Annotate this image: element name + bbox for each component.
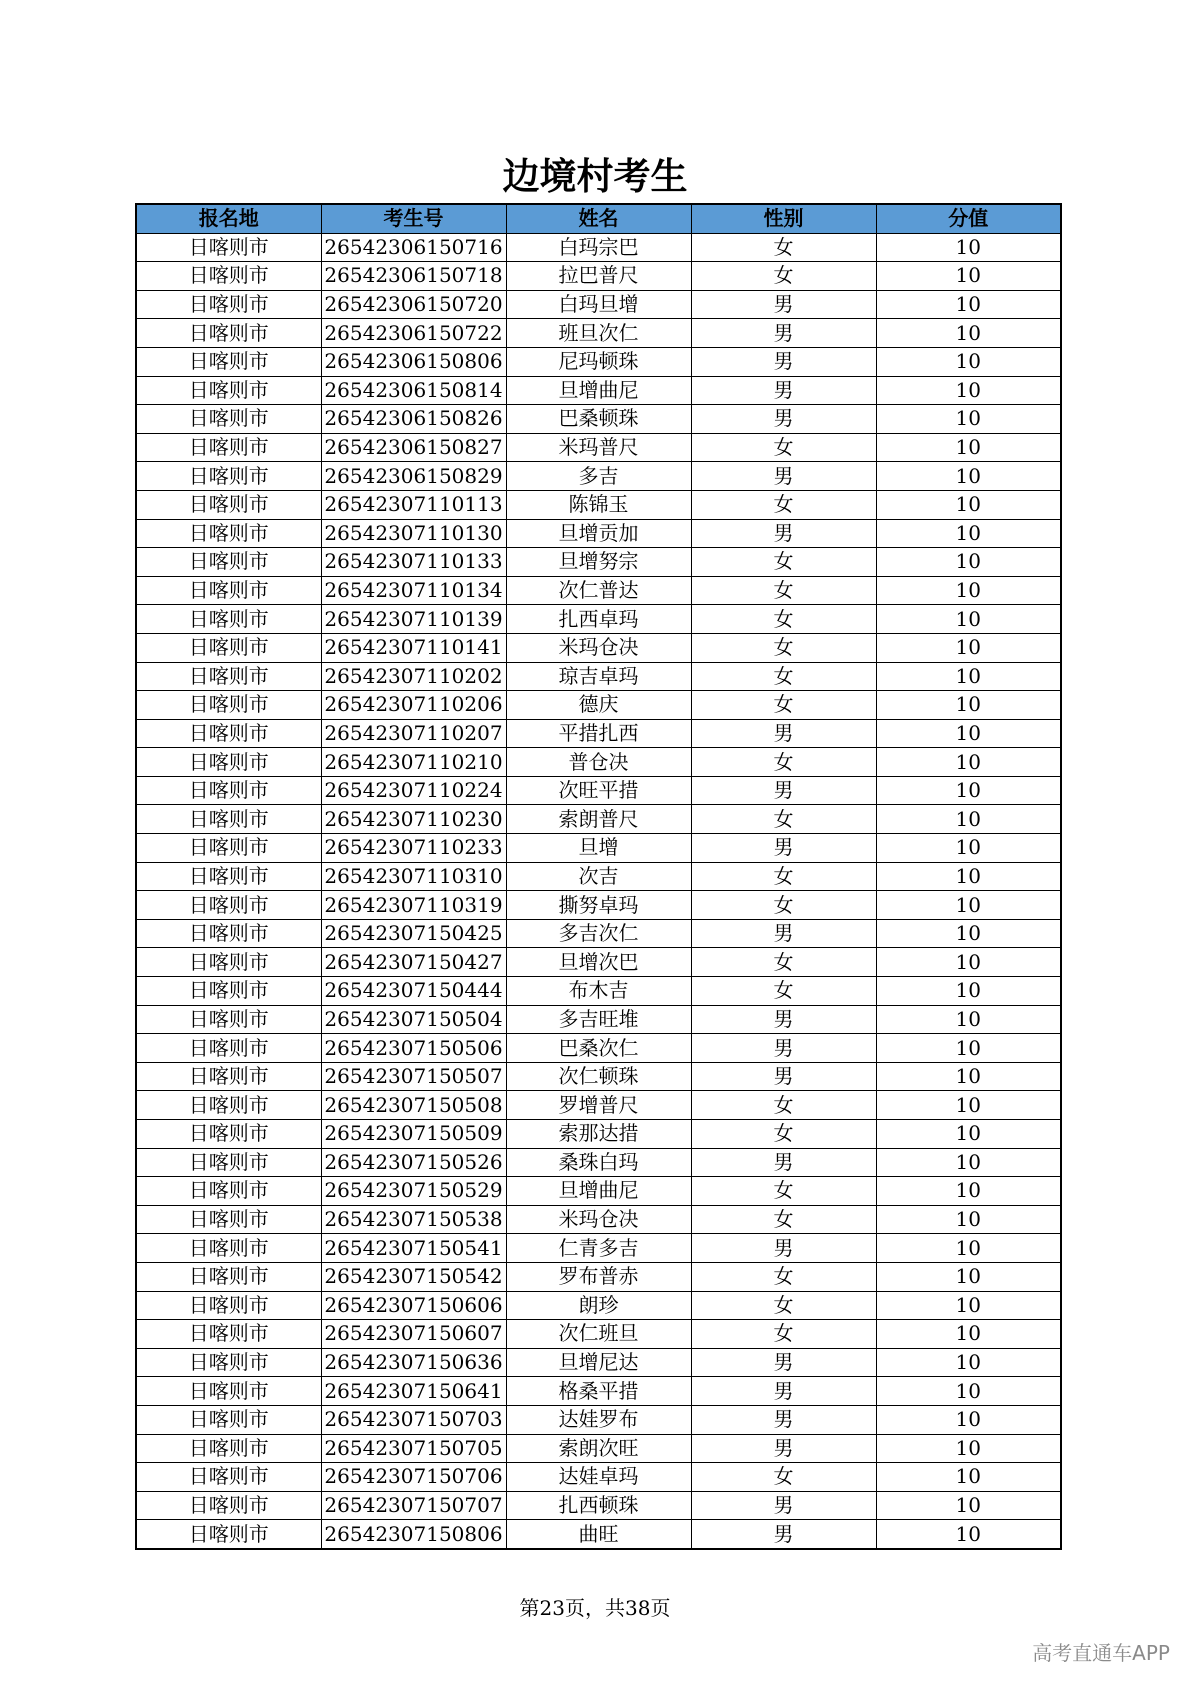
name-cell: 次仁班旦 — [506, 1320, 691, 1349]
registration-place-cell: 日喀则市 — [136, 748, 321, 777]
table-row — [136, 433, 1061, 462]
table-row — [136, 1405, 1061, 1434]
table-row — [136, 233, 1061, 262]
table-row — [136, 1491, 1061, 1520]
candidate-number-cell: 26542306150829 — [321, 462, 506, 491]
gender-cell: 男 — [691, 919, 876, 948]
registration-place-cell: 日喀则市 — [136, 1034, 321, 1063]
candidate-number-cell: 26542307150707 — [321, 1491, 506, 1520]
watermark: 高考直通车APP — [1032, 1641, 1170, 1665]
name-cell: 旦增努宗 — [506, 548, 691, 577]
score-cell: 10 — [876, 1291, 1061, 1320]
score-cell: 10 — [876, 1348, 1061, 1377]
name-cell: 巴桑顿珠 — [506, 405, 691, 434]
candidate-table — [135, 203, 1062, 1550]
score-cell: 10 — [876, 776, 1061, 805]
registration-place-cell: 日喀则市 — [136, 462, 321, 491]
name-cell: 扎西卓玛 — [506, 605, 691, 634]
table-row — [136, 805, 1061, 834]
table-row — [136, 405, 1061, 434]
table-row — [136, 548, 1061, 577]
candidate-number-cell: 26542307150705 — [321, 1434, 506, 1463]
table-row — [136, 319, 1061, 348]
name-cell: 拉巴普尺 — [506, 262, 691, 291]
score-cell: 10 — [876, 433, 1061, 462]
name-cell: 仁青多吉 — [506, 1234, 691, 1263]
table-row — [136, 1005, 1061, 1034]
gender-cell: 男 — [691, 519, 876, 548]
registration-place-cell: 日喀则市 — [136, 233, 321, 262]
registration-place-cell: 日喀则市 — [136, 977, 321, 1006]
gender-cell: 女 — [691, 1120, 876, 1149]
name-cell: 陈锦玉 — [506, 490, 691, 519]
score-cell: 10 — [876, 1520, 1061, 1549]
table-row — [136, 1262, 1061, 1291]
registration-place-cell: 日喀则市 — [136, 862, 321, 891]
score-cell: 10 — [876, 376, 1061, 405]
gender-cell: 男 — [691, 1348, 876, 1377]
column-header-registration-place: 报名地 — [136, 204, 321, 233]
candidate-number-cell: 26542307150509 — [321, 1120, 506, 1149]
registration-place-cell: 日喀则市 — [136, 576, 321, 605]
registration-place-cell: 日喀则市 — [136, 919, 321, 948]
table-row — [136, 576, 1061, 605]
name-cell: 米玛仓决 — [506, 1205, 691, 1234]
score-cell: 10 — [876, 347, 1061, 376]
score-cell: 10 — [876, 862, 1061, 891]
candidate-number-cell: 26542307150506 — [321, 1034, 506, 1063]
score-cell: 10 — [876, 1377, 1061, 1406]
column-header-candidate-number: 考生号 — [321, 204, 506, 233]
gender-cell: 女 — [691, 490, 876, 519]
registration-place-cell: 日喀则市 — [136, 776, 321, 805]
gender-cell: 男 — [691, 1377, 876, 1406]
column-header-gender: 性别 — [691, 204, 876, 233]
registration-place-cell: 日喀则市 — [136, 605, 321, 634]
name-cell: 班旦次仁 — [506, 319, 691, 348]
gender-cell: 女 — [691, 862, 876, 891]
score-cell: 10 — [876, 919, 1061, 948]
gender-cell: 男 — [691, 1034, 876, 1063]
registration-place-cell: 日喀则市 — [136, 1120, 321, 1149]
candidate-number-cell: 26542307150529 — [321, 1177, 506, 1206]
gender-cell: 男 — [691, 376, 876, 405]
gender-cell: 女 — [691, 748, 876, 777]
candidate-number-cell: 26542307150504 — [321, 1005, 506, 1034]
score-cell: 10 — [876, 1205, 1061, 1234]
score-cell: 10 — [876, 548, 1061, 577]
registration-place-cell: 日喀则市 — [136, 1491, 321, 1520]
candidate-number-cell: 26542307110206 — [321, 691, 506, 720]
gender-cell: 女 — [691, 805, 876, 834]
score-cell: 10 — [876, 1234, 1061, 1263]
registration-place-cell: 日喀则市 — [136, 1291, 321, 1320]
registration-place-cell: 日喀则市 — [136, 290, 321, 319]
candidate-number-cell: 26542307150636 — [321, 1348, 506, 1377]
table-row — [136, 1205, 1061, 1234]
score-cell: 10 — [876, 1463, 1061, 1492]
table-body — [136, 233, 1061, 1549]
score-cell: 10 — [876, 662, 1061, 691]
table-row — [136, 633, 1061, 662]
registration-place-cell: 日喀则市 — [136, 1377, 321, 1406]
gender-cell: 女 — [691, 433, 876, 462]
gender-cell: 男 — [691, 1234, 876, 1263]
registration-place-cell: 日喀则市 — [136, 548, 321, 577]
score-cell: 10 — [876, 891, 1061, 920]
table-row — [136, 490, 1061, 519]
table-row — [136, 605, 1061, 634]
name-cell: 罗增普尺 — [506, 1091, 691, 1120]
score-cell: 10 — [876, 576, 1061, 605]
registration-place-cell: 日喀则市 — [136, 1205, 321, 1234]
score-cell: 10 — [876, 490, 1061, 519]
table-row — [136, 1034, 1061, 1063]
candidate-number-cell: 26542307110202 — [321, 662, 506, 691]
gender-cell: 女 — [691, 1262, 876, 1291]
table-header-row — [136, 204, 1061, 233]
name-cell: 德庆 — [506, 691, 691, 720]
registration-place-cell: 日喀则市 — [136, 662, 321, 691]
table-row — [136, 347, 1061, 376]
score-cell: 10 — [876, 405, 1061, 434]
name-cell: 琼吉卓玛 — [506, 662, 691, 691]
table-row — [136, 862, 1061, 891]
table-row — [136, 1062, 1061, 1091]
score-cell: 10 — [876, 605, 1061, 634]
gender-cell: 男 — [691, 1405, 876, 1434]
table-row — [136, 1234, 1061, 1263]
table-row — [136, 834, 1061, 863]
table-row — [136, 691, 1061, 720]
score-cell: 10 — [876, 948, 1061, 977]
name-cell: 旦增曲尼 — [506, 1177, 691, 1206]
registration-place-cell: 日喀则市 — [136, 1091, 321, 1120]
gender-cell: 女 — [691, 633, 876, 662]
score-cell: 10 — [876, 805, 1061, 834]
registration-place-cell: 日喀则市 — [136, 948, 321, 977]
score-cell: 10 — [876, 1120, 1061, 1149]
name-cell: 次仁顿珠 — [506, 1062, 691, 1091]
registration-place-cell: 日喀则市 — [136, 1405, 321, 1434]
score-cell: 10 — [876, 691, 1061, 720]
gender-cell: 男 — [691, 1434, 876, 1463]
page-title: 边境村考生 — [502, 155, 688, 198]
name-cell: 旦增曲尼 — [506, 376, 691, 405]
gender-cell: 女 — [691, 1205, 876, 1234]
gender-cell: 男 — [691, 462, 876, 491]
candidate-number-cell: 26542307150606 — [321, 1291, 506, 1320]
gender-cell: 女 — [691, 948, 876, 977]
gender-cell: 男 — [691, 405, 876, 434]
table-row — [136, 1520, 1061, 1549]
registration-place-cell: 日喀则市 — [136, 376, 321, 405]
name-cell: 扎西顿珠 — [506, 1491, 691, 1520]
gender-cell: 男 — [691, 1005, 876, 1034]
candidate-number-cell: 26542307110233 — [321, 834, 506, 863]
score-cell: 10 — [876, 1005, 1061, 1034]
registration-place-cell: 日喀则市 — [136, 490, 321, 519]
registration-place-cell: 日喀则市 — [136, 262, 321, 291]
registration-place-cell: 日喀则市 — [136, 1434, 321, 1463]
gender-cell: 女 — [691, 977, 876, 1006]
candidate-number-cell: 26542307110210 — [321, 748, 506, 777]
gender-cell: 女 — [691, 233, 876, 262]
score-cell: 10 — [876, 633, 1061, 662]
score-cell: 10 — [876, 233, 1061, 262]
table-row — [136, 519, 1061, 548]
candidate-number-cell: 26542306150716 — [321, 233, 506, 262]
name-cell: 次仁普达 — [506, 576, 691, 605]
page-number: 第23页，共38页 — [519, 1596, 671, 1620]
name-cell: 米玛仓决 — [506, 633, 691, 662]
registration-place-cell: 日喀则市 — [136, 1062, 321, 1091]
registration-place-cell: 日喀则市 — [136, 805, 321, 834]
table-row — [136, 719, 1061, 748]
score-cell: 10 — [876, 1091, 1061, 1120]
candidate-number-cell: 26542306150826 — [321, 405, 506, 434]
table-row — [136, 662, 1061, 691]
name-cell: 多吉旺堆 — [506, 1005, 691, 1034]
name-cell: 索朗次旺 — [506, 1434, 691, 1463]
candidate-number-cell: 26542307110113 — [321, 490, 506, 519]
score-cell: 10 — [876, 1148, 1061, 1177]
name-cell: 布木吉 — [506, 977, 691, 1006]
column-header-name: 姓名 — [506, 204, 691, 233]
name-cell: 米玛普尺 — [506, 433, 691, 462]
candidate-number-cell: 26542307150427 — [321, 948, 506, 977]
name-cell: 白玛旦增 — [506, 290, 691, 319]
name-cell: 旦增尼达 — [506, 1348, 691, 1377]
table-row — [136, 919, 1061, 948]
score-cell: 10 — [876, 1034, 1061, 1063]
candidate-number-cell: 26542307150542 — [321, 1262, 506, 1291]
score-cell: 10 — [876, 834, 1061, 863]
candidate-number-cell: 26542307150641 — [321, 1377, 506, 1406]
name-cell: 达娃罗布 — [506, 1405, 691, 1434]
gender-cell: 男 — [691, 1148, 876, 1177]
score-cell: 10 — [876, 1062, 1061, 1091]
candidate-number-cell: 26542306150827 — [321, 433, 506, 462]
gender-cell: 男 — [691, 319, 876, 348]
score-cell: 10 — [876, 748, 1061, 777]
gender-cell: 男 — [691, 776, 876, 805]
gender-cell: 女 — [691, 548, 876, 577]
candidate-number-cell: 26542306150718 — [321, 262, 506, 291]
name-cell: 白玛宗巴 — [506, 233, 691, 262]
gender-cell: 女 — [691, 262, 876, 291]
registration-place-cell: 日喀则市 — [136, 1348, 321, 1377]
name-cell: 桑珠白玛 — [506, 1148, 691, 1177]
registration-place-cell: 日喀则市 — [136, 1520, 321, 1549]
registration-place-cell: 日喀则市 — [136, 1463, 321, 1492]
gender-cell: 女 — [691, 691, 876, 720]
candidate-number-cell: 26542307150444 — [321, 977, 506, 1006]
registration-place-cell: 日喀则市 — [136, 834, 321, 863]
gender-cell: 女 — [691, 1463, 876, 1492]
name-cell: 旦增贡加 — [506, 519, 691, 548]
gender-cell: 男 — [691, 290, 876, 319]
name-cell: 曲旺 — [506, 1520, 691, 1549]
name-cell: 旦增 — [506, 834, 691, 863]
candidate-number-cell: 26542307110224 — [321, 776, 506, 805]
gender-cell: 女 — [691, 1291, 876, 1320]
table-row — [136, 376, 1061, 405]
candidate-number-cell: 26542306150722 — [321, 319, 506, 348]
table-row — [136, 1320, 1061, 1349]
registration-place-cell: 日喀则市 — [136, 633, 321, 662]
table-row — [136, 462, 1061, 491]
table-row — [136, 891, 1061, 920]
candidate-number-cell: 26542307110310 — [321, 862, 506, 891]
gender-cell: 男 — [691, 719, 876, 748]
name-cell: 尼玛顿珠 — [506, 347, 691, 376]
gender-cell: 女 — [691, 1177, 876, 1206]
name-cell: 罗布普赤 — [506, 1262, 691, 1291]
registration-place-cell: 日喀则市 — [136, 1320, 321, 1349]
gender-cell: 男 — [691, 1491, 876, 1520]
name-cell: 平措扎西 — [506, 719, 691, 748]
candidate-number-cell: 26542307110133 — [321, 548, 506, 577]
candidate-number-cell: 26542306150720 — [321, 290, 506, 319]
candidate-number-cell: 26542307150507 — [321, 1062, 506, 1091]
score-cell: 10 — [876, 290, 1061, 319]
candidate-number-cell: 26542307150806 — [321, 1520, 506, 1549]
name-cell: 多吉次仁 — [506, 919, 691, 948]
candidate-number-cell: 26542307110134 — [321, 576, 506, 605]
gender-cell: 男 — [691, 834, 876, 863]
table-row — [136, 262, 1061, 291]
table-row — [136, 1348, 1061, 1377]
candidate-number-cell: 26542307110207 — [321, 719, 506, 748]
score-cell: 10 — [876, 519, 1061, 548]
gender-cell: 女 — [691, 891, 876, 920]
candidate-number-cell: 26542307110130 — [321, 519, 506, 548]
candidate-number-cell: 26542307150703 — [321, 1405, 506, 1434]
registration-place-cell: 日喀则市 — [136, 347, 321, 376]
candidate-number-cell: 26542307110141 — [321, 633, 506, 662]
registration-place-cell: 日喀则市 — [136, 405, 321, 434]
score-cell: 10 — [876, 977, 1061, 1006]
score-cell: 10 — [876, 1405, 1061, 1434]
name-cell: 巴桑次仁 — [506, 1034, 691, 1063]
score-cell: 10 — [876, 1491, 1061, 1520]
candidate-number-cell: 26542307150538 — [321, 1205, 506, 1234]
gender-cell: 女 — [691, 576, 876, 605]
table-row — [136, 977, 1061, 1006]
registration-place-cell: 日喀则市 — [136, 319, 321, 348]
name-cell: 达娃卓玛 — [506, 1463, 691, 1492]
gender-cell: 男 — [691, 1062, 876, 1091]
name-cell: 索那达措 — [506, 1120, 691, 1149]
candidate-number-cell: 26542307110319 — [321, 891, 506, 920]
candidate-number-cell: 26542307150541 — [321, 1234, 506, 1263]
name-cell: 次吉 — [506, 862, 691, 891]
score-cell: 10 — [876, 462, 1061, 491]
gender-cell: 男 — [691, 347, 876, 376]
candidate-number-cell: 26542307150706 — [321, 1463, 506, 1492]
registration-place-cell: 日喀则市 — [136, 719, 321, 748]
name-cell: 撕努卓玛 — [506, 891, 691, 920]
registration-place-cell: 日喀则市 — [136, 1148, 321, 1177]
table-row — [136, 948, 1061, 977]
registration-place-cell: 日喀则市 — [136, 891, 321, 920]
score-cell: 10 — [876, 1262, 1061, 1291]
table-row — [136, 1434, 1061, 1463]
candidate-number-cell: 26542307150425 — [321, 919, 506, 948]
table-row — [136, 1377, 1061, 1406]
candidate-number-cell: 26542307110230 — [321, 805, 506, 834]
table-row — [136, 776, 1061, 805]
name-cell: 格桑平措 — [506, 1377, 691, 1406]
candidate-number-cell: 26542307150508 — [321, 1091, 506, 1120]
registration-place-cell: 日喀则市 — [136, 519, 321, 548]
name-cell: 次旺平措 — [506, 776, 691, 805]
name-cell: 索朗普尺 — [506, 805, 691, 834]
candidate-number-cell: 26542306150814 — [321, 376, 506, 405]
score-cell: 10 — [876, 1177, 1061, 1206]
score-cell: 10 — [876, 319, 1061, 348]
table-row — [136, 1120, 1061, 1149]
registration-place-cell: 日喀则市 — [136, 1005, 321, 1034]
score-cell: 10 — [876, 719, 1061, 748]
table-row — [136, 290, 1061, 319]
name-cell: 旦增次巴 — [506, 948, 691, 977]
table-row — [136, 1463, 1061, 1492]
table-row — [136, 1177, 1061, 1206]
gender-cell: 女 — [691, 1091, 876, 1120]
table-row — [136, 1291, 1061, 1320]
name-cell: 朗珍 — [506, 1291, 691, 1320]
candidate-number-cell: 26542306150806 — [321, 347, 506, 376]
table-row — [136, 748, 1061, 777]
registration-place-cell: 日喀则市 — [136, 1262, 321, 1291]
candidate-number-cell: 26542307150607 — [321, 1320, 506, 1349]
candidate-number-cell: 26542307150526 — [321, 1148, 506, 1177]
table-row — [136, 1091, 1061, 1120]
registration-place-cell: 日喀则市 — [136, 1177, 321, 1206]
score-cell: 10 — [876, 262, 1061, 291]
candidate-number-cell: 26542307110139 — [321, 605, 506, 634]
name-cell: 多吉 — [506, 462, 691, 491]
gender-cell: 女 — [691, 1320, 876, 1349]
score-cell: 10 — [876, 1320, 1061, 1349]
gender-cell: 男 — [691, 1520, 876, 1549]
score-cell: 10 — [876, 1434, 1061, 1463]
name-cell: 普仓决 — [506, 748, 691, 777]
table-row — [136, 1148, 1061, 1177]
gender-cell: 女 — [691, 662, 876, 691]
registration-place-cell: 日喀则市 — [136, 433, 321, 462]
gender-cell: 女 — [691, 605, 876, 634]
column-header-score: 分值 — [876, 204, 1061, 233]
registration-place-cell: 日喀则市 — [136, 691, 321, 720]
registration-place-cell: 日喀则市 — [136, 1234, 321, 1263]
